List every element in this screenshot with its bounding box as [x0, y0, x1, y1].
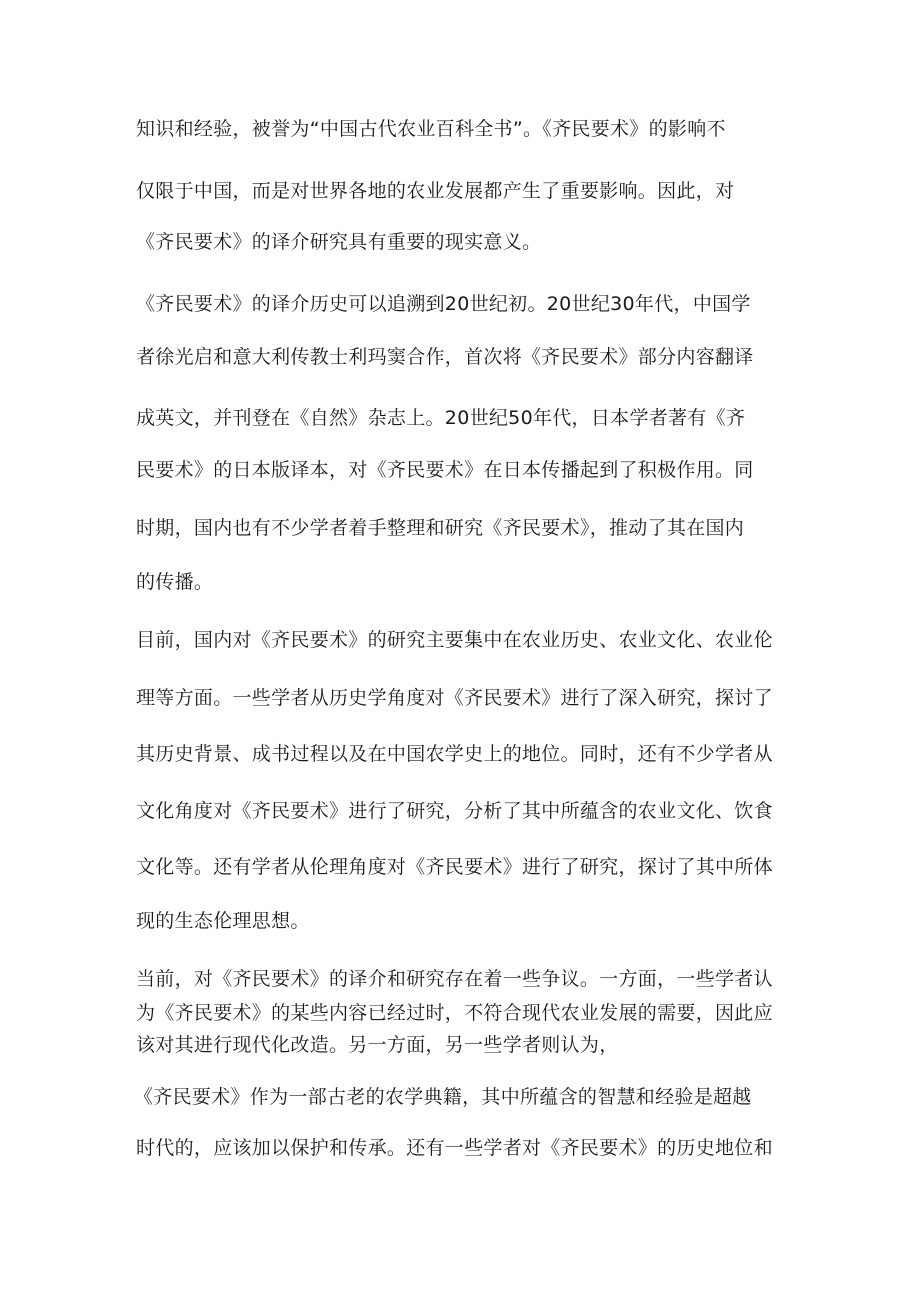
text-line: 知识和经验，被誉为“中国古代农业百科全书”。《齐民要术》的影响不	[136, 118, 726, 140]
text-line: 理等方面。一些学者从历史学角度对《齐民要术》进行了深入研究，探讨了	[136, 687, 773, 709]
text-line: 《齐民要术》作为一部古老的农学典籍，其中所蕴含的智慧和经验是超越	[134, 1086, 752, 1108]
text-line: 的传播。	[136, 571, 214, 593]
text-line: 时期，国内也有不少学者着手整理和研究《齐民要术》，推动了其在国内	[136, 517, 745, 539]
text-line: 时代的，应该加以保护和传承。还有一些学者对《齐民要术》的历史地位和	[136, 1137, 773, 1159]
text-line: 目前，国内对《齐民要术》的研究主要集中在农业历史、农业文化、农业伦	[136, 629, 773, 651]
text-line: 仅限于中国，而是对世界各地的农业发展都产生了重要影响。因此，对	[136, 180, 735, 202]
text-line: 文化角度对《齐民要术》进行了研究，分析了其中所蕴含的农业文化、饮食	[136, 800, 773, 822]
text-line: 现的生态伦理思想。	[136, 910, 310, 932]
text-line: 当前，对《齐民要术》的译介和研究存在着一些争议。一方面，一些学者认	[136, 968, 773, 990]
text-line: 为《齐民要术》的某些内容已经过时，不符合现代农业发展的需要，因此应	[136, 1002, 773, 1024]
text-line: 民要术》的日本版译本，对《齐民要术》在日本传播起到了积极作用。同	[136, 459, 754, 481]
text-line: 其历史背景、成书过程以及在中国农学史上的地位。同时，还有不少学者从	[136, 743, 773, 765]
text-line: 《齐民要术》的译介研究具有重要的现实意义。	[136, 231, 542, 253]
text-line: 文化等。还有学者从伦理角度对《齐民要术》进行了研究，探讨了其中所体	[136, 856, 773, 878]
text-line: 者徐光启和意大利传教士利玛窦合作，首次将《齐民要术》部分内容翻译	[136, 346, 754, 368]
text-line: 该对其进行现代化改造。另一方面，另一些学者则认为，	[136, 1034, 619, 1056]
text-line: 《齐民要术》的译介历史可以追溯到20世纪初。20世纪30年代，中国学	[136, 293, 751, 315]
text-line: 成英文，并刊登在《自然》杂志上。20世纪50年代，日本学者著有《齐	[136, 407, 746, 429]
